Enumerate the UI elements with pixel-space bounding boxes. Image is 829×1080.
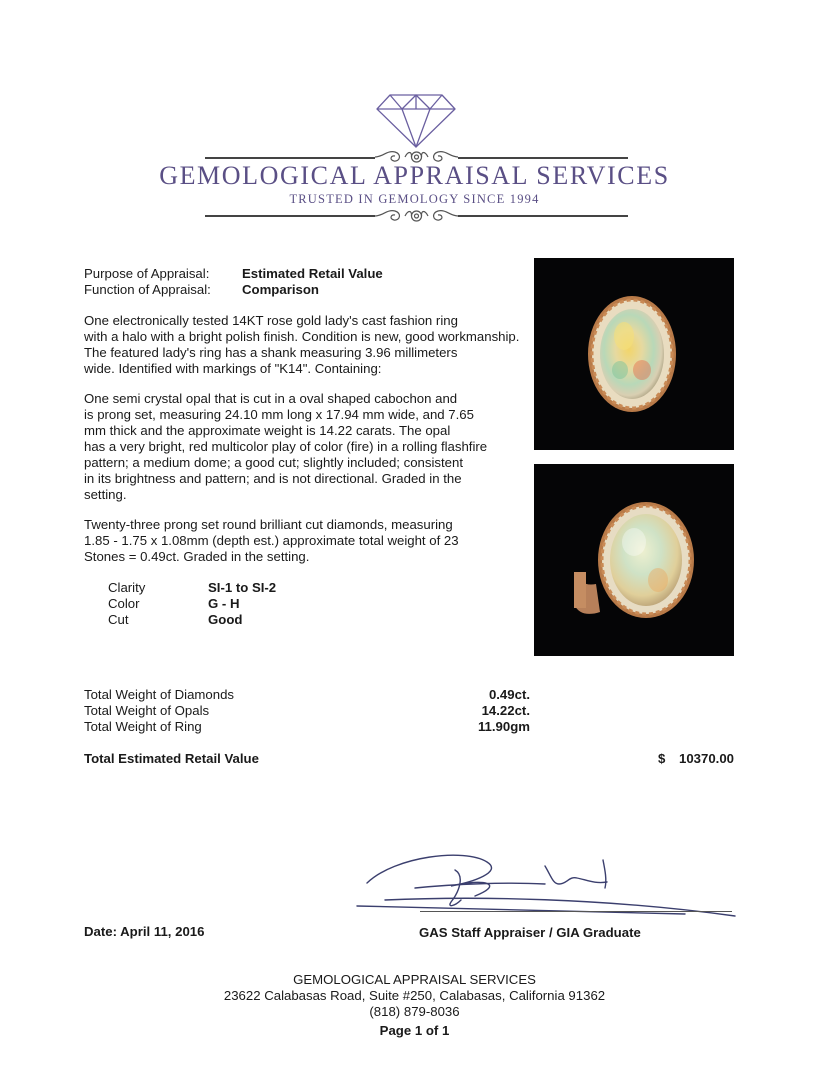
opal-description-line: pattern; a medium dome; a good cut; slightly included; consistent bbox=[84, 455, 463, 470]
page-number: Page 1 of 1 bbox=[379, 1023, 450, 1038]
grade-value-clarity: SI-1 to SI-2 bbox=[208, 580, 277, 595]
weight-label-ring: Total Weight of Ring bbox=[84, 719, 202, 734]
appraisal-date: Date: April 11, 2016 bbox=[84, 924, 205, 939]
opal-description-line: One semi crystal opal that is cut in a oval shaped cabochon and bbox=[84, 391, 458, 406]
ring-description bbox=[84, 313, 554, 377]
ring-description-line: One electronically tested 14KT rose gold lady's cast fashion ring bbox=[84, 313, 458, 328]
weight-value-diamonds: 0.49ct. bbox=[488, 687, 530, 702]
scroll-ornament-icon bbox=[375, 205, 458, 227]
grade-label-color: Color bbox=[108, 596, 140, 611]
function-value: Comparison bbox=[242, 282, 319, 297]
grade-label-clarity: Clarity bbox=[108, 580, 146, 595]
header-rule-bottom-right bbox=[458, 215, 628, 217]
signature bbox=[355, 848, 740, 920]
weight-label-diamonds: Total Weight of Diamonds bbox=[84, 687, 235, 702]
ring-description-line: The featured lady's ring has a shank measuring 3.96 millimeters bbox=[84, 345, 458, 360]
function-label: Function of Appraisal: bbox=[84, 282, 211, 297]
grade-label-cut: Cut bbox=[108, 612, 129, 627]
ring-description-line: wide. Identified with markings of "K14". Containing: bbox=[84, 361, 382, 376]
header-rule-top-right bbox=[458, 157, 628, 159]
signer-title: GAS Staff Appraiser / GIA Graduate bbox=[419, 925, 641, 940]
total-currency: $ bbox=[658, 751, 666, 766]
diamond-description-line: 1.85 - 1.75 x 1.08mm (depth est.) approximate total weight of 23 bbox=[84, 533, 459, 548]
header-rule-bottom bbox=[205, 215, 375, 217]
grade-value-color: G - H bbox=[208, 596, 240, 611]
diamond-description bbox=[84, 517, 539, 565]
diamond-logo-icon bbox=[375, 93, 457, 149]
ring-photo-side-view bbox=[534, 464, 734, 656]
grade-value-cut: Good bbox=[208, 612, 243, 627]
opal-description-line: mm thick and the approximate weight is 14.22 carats. The opal bbox=[84, 423, 451, 438]
company-name: GEMOLOGICAL APPRAISAL SERVICES bbox=[159, 161, 670, 190]
header-rule-top bbox=[205, 157, 375, 159]
signature-line bbox=[420, 911, 732, 912]
diamond-description-line: Stones = 0.49ct. Graded in the setting. bbox=[84, 549, 310, 564]
footer-company: GEMOLOGICAL APPRAISAL SERVICES bbox=[293, 972, 536, 987]
weight-value-opals: 14.22ct. bbox=[481, 703, 530, 718]
diamond-description-line: Twenty-three prong set round brilliant cut diamonds, measuring bbox=[84, 517, 453, 532]
footer-address: 23622 Calabasas Road, Suite #250, Calabasas, California 91362 bbox=[223, 988, 606, 1003]
opal-description-line: is prong set, measuring 24.10 mm long x 17.94 mm wide, and 7.65 bbox=[84, 407, 474, 422]
opal-description-line: setting. bbox=[84, 487, 127, 502]
purpose-label: Purpose of Appraisal: bbox=[84, 266, 210, 281]
opal-description bbox=[84, 391, 539, 503]
company-tagline: TRUSTED IN GEMOLOGY SINCE 1994 bbox=[289, 192, 540, 206]
total-amount: 10370.00 bbox=[678, 751, 734, 766]
opal-description-line: in its brightness and pattern; and is not directional. Graded in the bbox=[84, 471, 462, 486]
total-value-label: Total Estimated Retail Value bbox=[84, 751, 259, 766]
weight-label-opals: Total Weight of Opals bbox=[84, 703, 210, 718]
opal-description-line: has a very bright, red multicolor play of color (fire) in a rolling flashfire bbox=[84, 439, 488, 454]
ring-photo-top-view bbox=[534, 258, 734, 450]
purpose-value: Estimated Retail Value bbox=[242, 266, 383, 281]
ring-description-line: with a halo with a bright polish finish. Condition is new, good workmanship. bbox=[84, 329, 520, 344]
weight-value-ring: 11.90gm bbox=[477, 719, 530, 734]
footer-phone: (818) 879-8036 bbox=[369, 1004, 460, 1019]
